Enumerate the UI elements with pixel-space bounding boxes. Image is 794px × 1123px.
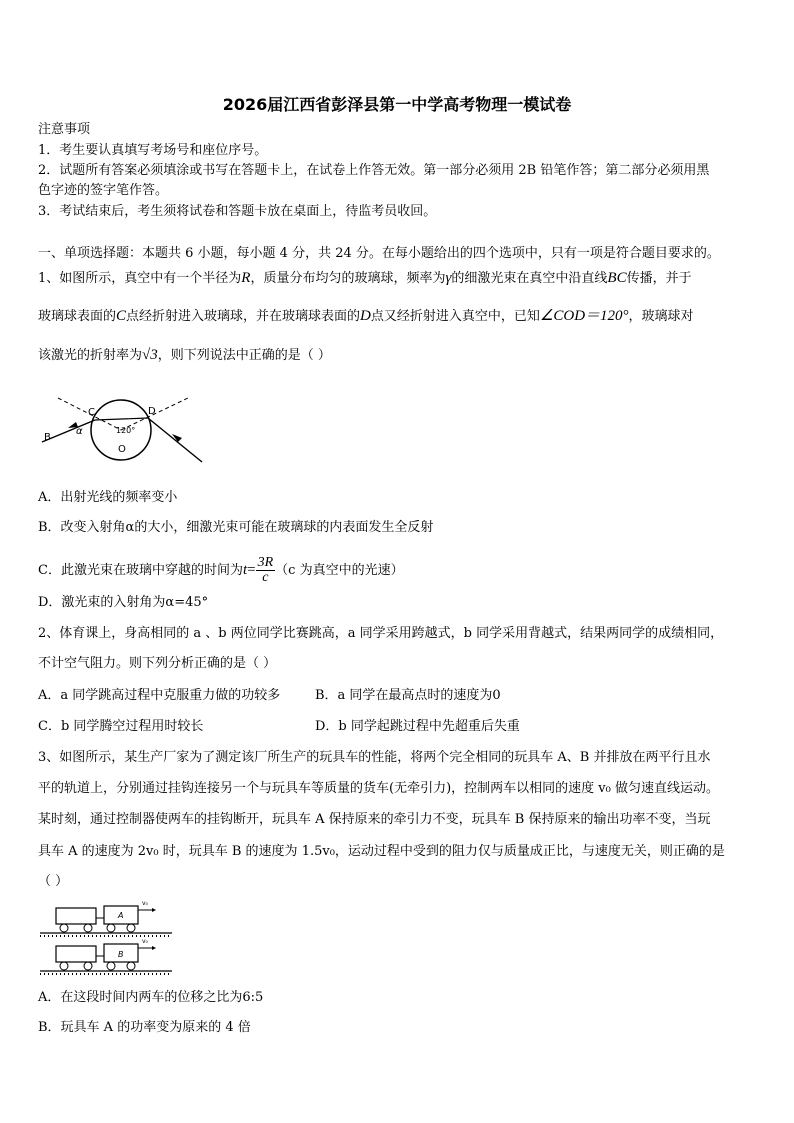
notice-item: 1．考生要认真填写考场号和座位序号。: [38, 143, 268, 158]
q2-line-1: 2、体育课上，身高相同的 a 、b 两位同学比赛跳高，a 同学采用跨越式，b 同学采用背越式，结果两同学的成绩相同，: [38, 626, 724, 641]
wheel-icon: [60, 924, 68, 932]
q1-option-c: [38, 556, 404, 585]
label-v0-a: v₀: [142, 900, 148, 907]
q1-text: ，则下列说法中正确的是（ ）: [157, 348, 331, 363]
q1-equals: =: [247, 562, 256, 578]
label-B: B: [118, 950, 124, 959]
wheel-icon: [107, 962, 115, 970]
q3-line-5: （ ）: [38, 874, 69, 889]
label-D: D: [148, 406, 156, 417]
wheel-icon: [127, 924, 135, 932]
label-C: C: [88, 407, 95, 418]
q1-sqrt3: √3: [142, 347, 158, 363]
q3-option-a: A．在这段时间内两车的位移之比为6:5: [38, 990, 264, 1005]
fraction-3R-over-c: [256, 556, 276, 585]
track-b: [40, 938, 172, 974]
q3-line-2: 平的轨道上，分别通过挂钩连接另一个与玩具车等质量的货车(无牵引力)，控制两车以相同的速度 v₀ 做匀速直线运动。: [38, 781, 719, 796]
q1-text: 该激光的折射率为: [38, 348, 143, 363]
q1-option-c-text: C．此激光束在玻璃中穿越的时间为: [38, 563, 243, 578]
q1-var-D: D: [360, 308, 371, 324]
q2-option-d: D．b 同学起跳过程中先超重后失重: [315, 719, 520, 734]
track-a: [40, 900, 172, 936]
notice-item: 色字迹的签字笔作答。: [38, 183, 169, 198]
q1-option-c-note: （c 为真空中的光速）: [275, 563, 404, 578]
q1-text: 1、如图所示，真空中有一个半径为: [38, 271, 242, 286]
q1-angle: ∠COD＝120°: [539, 308, 629, 324]
notice-heading: 注意事项: [38, 122, 91, 137]
q1-figure-glass-sphere: [38, 388, 206, 470]
cargo-car-a: [56, 908, 96, 924]
label-angle: 120°: [116, 426, 136, 435]
q1-text: 点又经折射进入真空中，已知: [370, 309, 540, 324]
q1-option-b: B．改变入射角α的大小，细激光束可能在玻璃球的内表面发生全反射: [38, 520, 434, 535]
q2-option-a: A．a 同学跳高过程中克服重力做的功较多: [38, 688, 281, 703]
q1-text: ，质量分布均匀的玻璃球，频率为: [250, 271, 446, 286]
q3-line-1: 3、如图所示，某生产厂家为了测定该厂所生产的玩具车的性能，将两个完全相同的玩具车 A、B 并排放在两平行且水: [38, 750, 711, 765]
q3-figure-toy-cars: [38, 898, 176, 978]
q1-var-nu: γ: [445, 270, 452, 286]
refracted-ray: [95, 418, 148, 420]
q1-text: 点经折射进入玻璃球，并在玻璃球表面的: [126, 309, 361, 324]
arrow-right-icon: [152, 946, 156, 950]
cargo-car-b: [56, 946, 96, 962]
fraction-denominator: c: [262, 570, 269, 585]
wheel-icon: [84, 962, 92, 970]
notice-item: 3．考试结束后，考生须将试卷和答题卡放在桌面上，待监考员收回。: [38, 204, 437, 219]
wheel-icon: [107, 924, 115, 932]
q3-option-b: B．玩具车 A 的功率变为原来的 4 倍: [38, 1020, 251, 1035]
q1-var-t: t: [242, 562, 248, 578]
exit-ray: [148, 418, 202, 462]
wheel-icon: [127, 962, 135, 970]
notice-item: 2．试题所有答案必须填涂或书写在答题卡上，在试卷上作答无效。第一部分必须用 2B 铅笔作答；第二部分必须用黑: [38, 163, 710, 178]
q2-line-2: 不计空气阻力。则下列分析正确的是（ ）: [38, 656, 277, 671]
q1-var-C: C: [116, 308, 127, 324]
q1-text: 传播，并于: [626, 271, 692, 286]
q3-line-4: 具车 A 的速度为 2v₀ 时，玩具车 B 的速度为 1.5v₀，运动过程中受到的阻力仅与质量成正比，与速度无关，则正确的是: [38, 844, 725, 859]
wheel-icon: [60, 962, 68, 970]
q2-option-c: C．b 同学腾空过程用时较长: [38, 719, 204, 734]
label-alpha: α: [76, 426, 83, 437]
wheel-icon: [84, 924, 92, 932]
q1-option-a: A．出射光线的频率变小: [38, 490, 178, 505]
label-v0-b: v₀: [142, 938, 148, 945]
q1-var-R: R: [241, 270, 251, 286]
q3-line-3: 某时刻，通过控制器使两车的挂钩断开，玩具车 A 保持原来的牵引力不变，玩具车 B 保持原来的输出功率不变，当玩: [38, 812, 711, 827]
section-heading: 一、单项选择题：本题共 6 小题，每小题 4 分，共 24 分。在每小题给出的四个选项中，只有一项是符合题目要求的。: [38, 246, 720, 261]
q1-line-2: [38, 308, 694, 325]
fraction-numerator: 3R: [257, 555, 274, 570]
q2-option-b: B．a 同学在最高点时的速度为0: [315, 688, 501, 703]
q1-text: 的细激光束在真空中沿直线: [451, 271, 608, 286]
q1-option-d: D．激光束的入射角为α=45°: [38, 595, 209, 610]
q1-text: ，玻璃球对: [628, 309, 694, 324]
label-O: O: [118, 444, 126, 455]
q1-line-3: [38, 347, 331, 364]
q1-var-BC: BC: [607, 270, 627, 286]
q1-line-1: [38, 270, 692, 287]
label-A: A: [118, 911, 124, 920]
label-B: B: [44, 432, 51, 443]
arrow-right-icon: [152, 908, 156, 912]
page-title: 2026届江西省彭泽县第一中学高考物理一模试卷: [222, 95, 572, 114]
q1-text: 玻璃球表面的: [38, 309, 117, 324]
